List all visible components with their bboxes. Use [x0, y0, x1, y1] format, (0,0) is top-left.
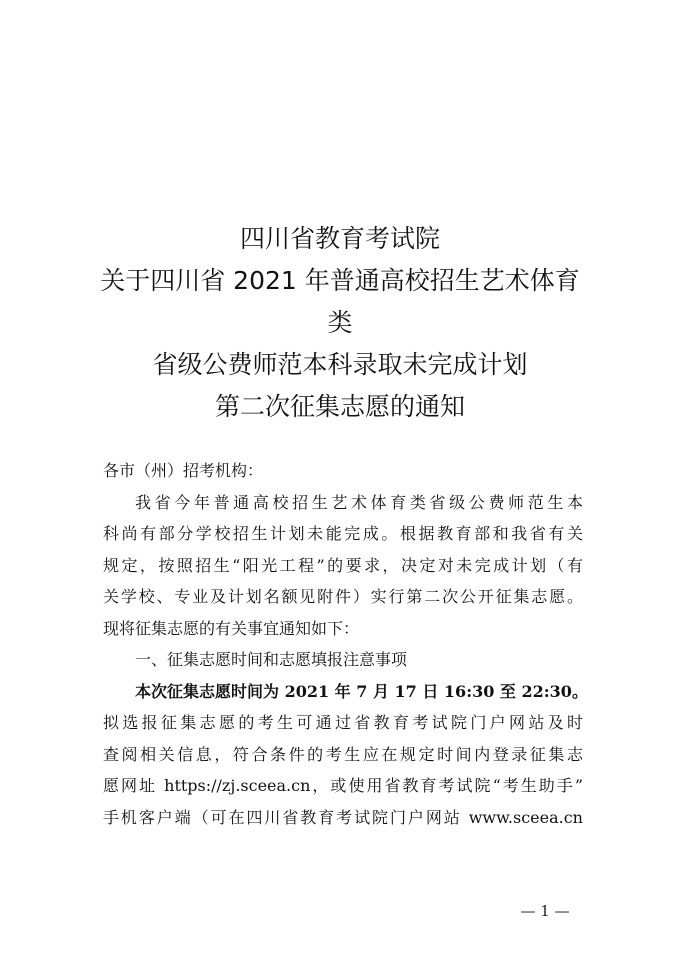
salutation: 各市（州）招考机构： [103, 461, 264, 480]
document-title [60, 218, 620, 428]
paragraph-2-line-1: 本次征集志愿时间为 2021 年 7 月 17 日 16:30 至 22:30。 [135, 681, 588, 701]
paragraph-1-line-5: 现将征集志愿的有关事宜通知如下： [103, 618, 360, 638]
paragraph-1-line-4: 关学校、专业及计划名额见附件）实行第二次公开征集志愿。 [103, 587, 583, 606]
document-body [103, 455, 588, 833]
section-1-heading: 一、征集志愿时间和志愿填报注意事项 [135, 650, 408, 669]
title-line-5: 第二次征集志愿的通知 [214, 392, 465, 421]
paragraph-1-line-3: 规定，按照招生“阳光工程”的要求，决定对未完成计划（有 [103, 555, 583, 575]
title-line-2: 关于四川省 2021 年普通高校招生艺术体育 [100, 266, 580, 295]
paragraph-1-line-1: 我省今年普通高校招生艺术体育类省级公费师范生本 [135, 492, 583, 512]
paragraph-1-line-2: 科尚有部分学校招生计划未能完成。根据教育部和我省有关 [103, 524, 583, 543]
paragraph-2-line-5: 手机客户端（可在四川省教育考试院门户网站 www.sceea.cn [103, 807, 583, 827]
title-line-1: 四川省教育考试院 [239, 224, 440, 253]
paragraph-2-line-4: 愿网址 https://zj.sceea.cn，或使用省教育考试院“考生助手” [103, 776, 583, 795]
title-line-3: 类 [327, 308, 353, 337]
page-number: — 1 — [520, 902, 570, 920]
paragraph-2-line-3: 查阅相关信息，符合条件的考生应在规定时间内登录征集志 [103, 744, 583, 764]
paragraph-2-line-2: 拟选报征集志愿的考生可通过省教育考试院门户网站及时 [103, 713, 583, 732]
title-line-4: 省级公费师范本科录取未完成计划 [152, 350, 528, 379]
